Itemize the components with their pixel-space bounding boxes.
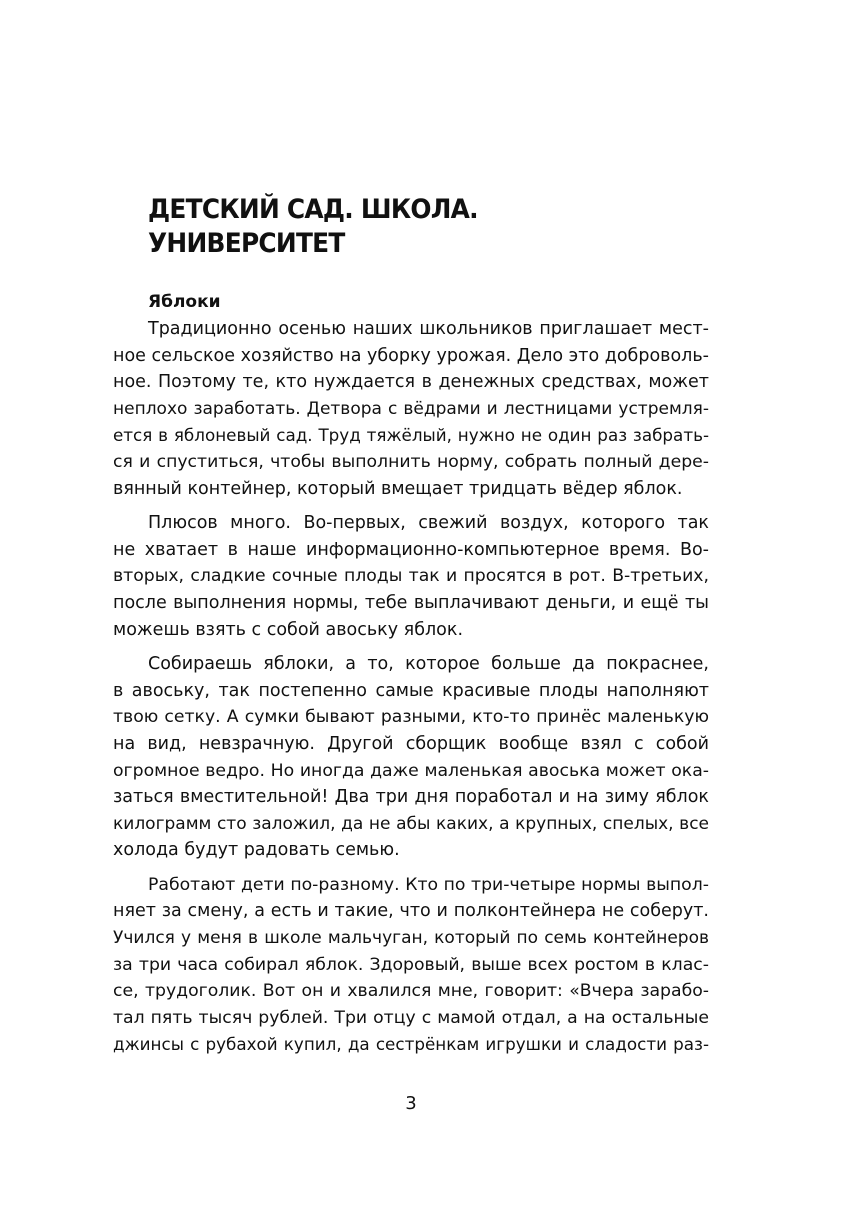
text-line: килограмм сто заложил, да не абы каких, а крупных, спелых, все (113, 813, 709, 834)
text-line: огромное ведро. Но иногда даже маленькая авоська может ока- (113, 760, 709, 781)
chapter-title-line: ДЕТСКИЙ САД. ШКОЛА. (148, 194, 478, 225)
text-line: тал пять тысяч рублей. Три отцу с мамой отдал, а на остальные (113, 1007, 709, 1028)
text-line: няет за смену, а есть и такие, что и полконтейнера не соберут. (113, 901, 709, 922)
paragraph (113, 872, 709, 1058)
chapter-title-line: УНИВЕРСИТЕТ (148, 228, 345, 259)
text-line: неплохо заработать. Детвора с вёдрами и лестницами устремля- (113, 398, 709, 419)
text-line: можешь взять с собой авоську яблок. (113, 619, 464, 640)
text-line: Собираешь яблоки, а то, которое больше да покраснее, (148, 654, 709, 675)
paragraph (113, 316, 709, 502)
text-line: холода будут радовать семью. (113, 840, 400, 861)
text-line: Учился у меня в школе мальчуган, который по семь контейнеров (113, 928, 709, 949)
chapter-title (148, 193, 700, 261)
text-line: заться вместительной! Два три дня поработал и на зиму яблок (113, 787, 709, 808)
text-line: в авоську, так постепенно самые красивые плоды наполняют (113, 680, 709, 701)
text-line: вторых, сладкие сочные плоды так и просятся в рот. В-третьих, (113, 566, 709, 587)
text-line: вянный контейнер, который вмещает тридцать вёдер яблок. (113, 478, 683, 499)
body-text (113, 316, 709, 1066)
text-line: после выполнения нормы, тебе выплачивают деньги, и ещё ты (113, 592, 709, 613)
text-line: не хватает в наше информационно-компьютерное время. Во- (113, 539, 709, 560)
paragraph (113, 651, 709, 864)
page-number: 3 (405, 1093, 417, 1114)
text-line: Работают дети по-разному. Кто по три-четыре нормы выпол- (148, 874, 709, 895)
text-line: на вид, невзрачную. Другой сборщик вообще взял с собой (113, 733, 709, 754)
text-line: се, трудоголик. Вот он и хвалился мне, говорит: «Вчера зарабо- (113, 981, 709, 1002)
text-line: за три часа собирал яблок. Здоровый, выше всех ростом в клас- (113, 954, 709, 975)
text-line: твою сетку. А сумки бывают разными, кто-то принёс маленькую (113, 707, 709, 728)
text-line: Плюсов много. Во-первых, свежий воздух, которого так (148, 513, 709, 534)
text-line: ся и спуститься, чтобы выполнить норму, собрать полный дере- (113, 451, 709, 472)
text-line: ется в яблоневый сад. Труд тяжёлый, нужно не один раз забрать- (113, 425, 709, 446)
text-line: Традиционно осенью наших школьников приглашает мест- (148, 319, 709, 339)
text-line: ное. Поэтому те, кто нуждается в денежных средствах, может (113, 372, 709, 393)
paragraph (113, 510, 709, 643)
section-heading: Яблоки (148, 292, 221, 312)
text-line: джинсы с рубахой купил, да сестрёнкам игрушки и сладости раз- (113, 1034, 709, 1055)
text-line: ное сельское хозяйство на уборку урожая. Дело это доброволь- (113, 345, 709, 366)
